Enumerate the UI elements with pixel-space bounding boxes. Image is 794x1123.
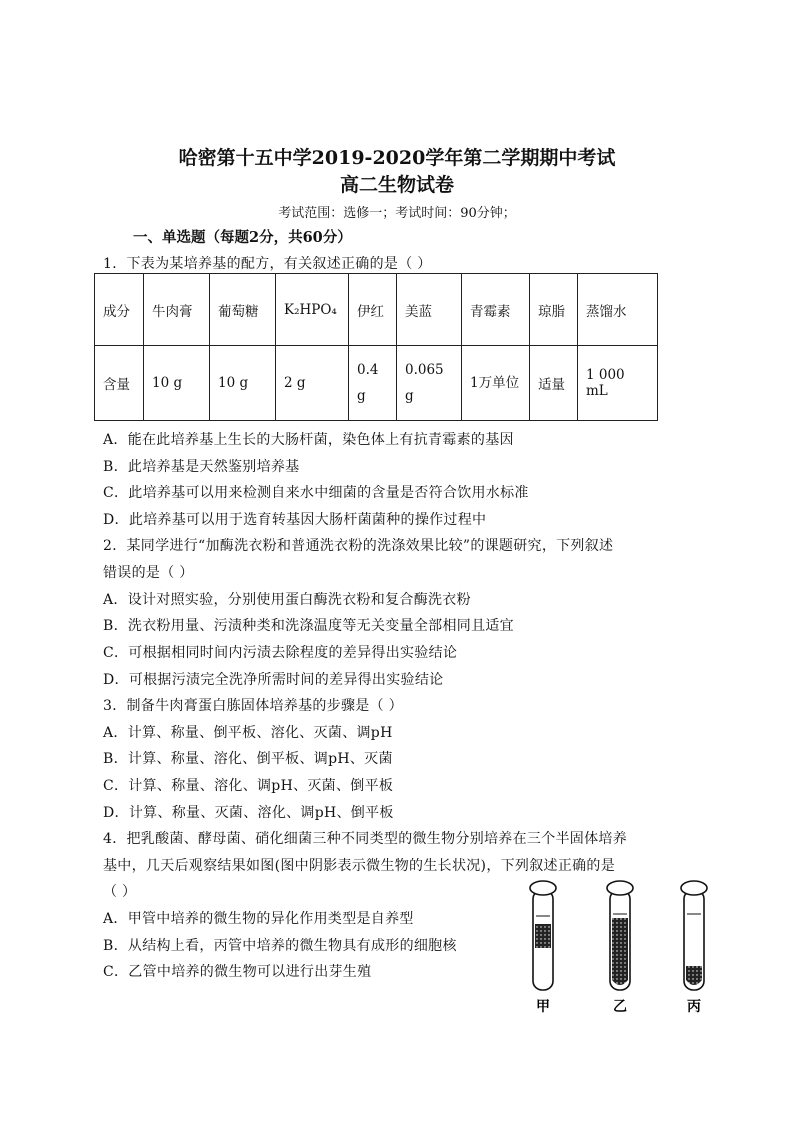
q4-stem-line1: 4．把乳酸菌、酵母菌、硝化细菌三种不同类型的微生物分别培养在三个半固体培养 — [103, 831, 628, 847]
q2-option-b: B．洗衣粉用量、污渍种类和洗涤温度等无关变量全部相同且适宜 — [103, 618, 514, 634]
test-tubes-figure — [520, 878, 730, 1018]
growth-top-region — [535, 924, 551, 948]
table-cell: 蒸馏水 — [578, 274, 658, 346]
tube-label-jia: 甲 — [536, 999, 550, 1015]
table-cell: 含量 — [95, 346, 144, 421]
q4-option-b: B．从结构上看，丙管中培养的微生物具有成形的细胞核 — [103, 938, 457, 954]
q2-option-c: C．可根据相同时间内污渍去除程度的差异得出实验结论 — [103, 645, 458, 661]
table-cell: 适量 — [530, 346, 578, 421]
q2-option-a: A．设计对照实验，分别使用蛋白酶洗衣粉和复合酶洗衣粉 — [103, 592, 471, 608]
q2-stem-line2: 错误的是（ ） — [103, 565, 194, 581]
q2-option-d: D．可根据污渍完全洗净所需时间的差异得出实验结论 — [103, 672, 444, 688]
growth-full-region — [612, 918, 628, 985]
table-cell: 葡萄糖 — [210, 274, 276, 346]
exam-title-line1: 哈密第十五中学2019-2020学年第二学期期中考试 — [178, 147, 616, 169]
table-cell: 美蓝 — [397, 274, 462, 346]
q4-stem-line2: 基中，几天后观察结果如图(图中阴影表示微生物的生长状况)，下列叙述正确的是 — [103, 858, 616, 874]
table-cell: 0.065 g — [397, 346, 462, 421]
table-cell: 琼脂 — [530, 274, 578, 346]
table-cell: 1 000 mL — [578, 346, 658, 421]
table-cell: 10 g — [210, 346, 276, 421]
table-cell: 0.4 g — [349, 346, 397, 421]
medium-recipe-table — [94, 273, 658, 421]
q1-option-c: C．此培养基可以用来检测自来水中细菌的含量是否符合饮用水标准 — [103, 485, 529, 501]
exam-info: 考试范围：选修一；考试时间：90分钟； — [278, 206, 516, 221]
growth-bottom-region — [686, 966, 702, 985]
section-heading: 一、单选题（每题2分，共60分） — [133, 229, 352, 246]
q3-option-b: B．计算、称量、溶化、倒平板、调pH、灭菌 — [103, 751, 393, 767]
q3-option-d: D．计算、称量、灭菌、溶化、调pH、倒平板 — [103, 805, 394, 821]
q3-stem: 3．制备牛肉膏蛋白胨固体培养基的步骤是（ ） — [103, 698, 403, 714]
q1-option-b: B．此培养基是天然鉴别培养基 — [103, 459, 300, 475]
tube-yi — [607, 881, 633, 1015]
table-cell: 10 g — [144, 346, 210, 421]
table-cell: 2 g — [276, 346, 349, 421]
table-cell: 1万单位 — [462, 346, 530, 421]
table-row-amounts — [95, 346, 658, 421]
q2-stem-line1: 2．某同学进行“加酶洗衣粉和普通洗衣粉的洗涤效果比较”的课题研究，下列叙述 — [103, 538, 614, 554]
table-cell: 伊红 — [349, 274, 397, 346]
q1-option-a: A．能在此培养基上生长的大肠杆菌，染色体上有抗青霉素的基因 — [103, 432, 514, 448]
tube-label-yi: 乙 — [613, 999, 627, 1015]
table-cell: 成分 — [95, 274, 144, 346]
q4-option-a: A．甲管中培养的微生物的异化作用类型是自养型 — [103, 911, 414, 927]
table-cell: 牛肉膏 — [144, 274, 210, 346]
tube-jia — [530, 881, 556, 1015]
table-cell: K₂HPO₄ — [276, 274, 349, 346]
exam-title-line2: 高二生物试卷 — [339, 174, 454, 196]
q4-option-c: C．乙管中培养的微生物可以进行出芽生殖 — [103, 964, 372, 980]
tube-bing — [681, 881, 707, 1015]
q1-stem: 1．下表为某培养基的配方，有关叙述正确的是（ ） — [103, 256, 432, 272]
q4-stem-line3: （ ） — [103, 884, 137, 900]
q1-option-d: D．此培养基可以用于选育转基因大肠杆菌菌种的操作过程中 — [103, 512, 487, 528]
q3-option-c: C．计算、称量、溶化、调pH、灭菌、倒平板 — [103, 778, 394, 794]
table-row-ingredients — [95, 274, 658, 346]
q3-option-a: A．计算、称量、倒平板、溶化、灭菌、调pH — [103, 725, 393, 741]
table-cell: 青霉素 — [462, 274, 530, 346]
tube-label-bing: 丙 — [687, 999, 701, 1015]
